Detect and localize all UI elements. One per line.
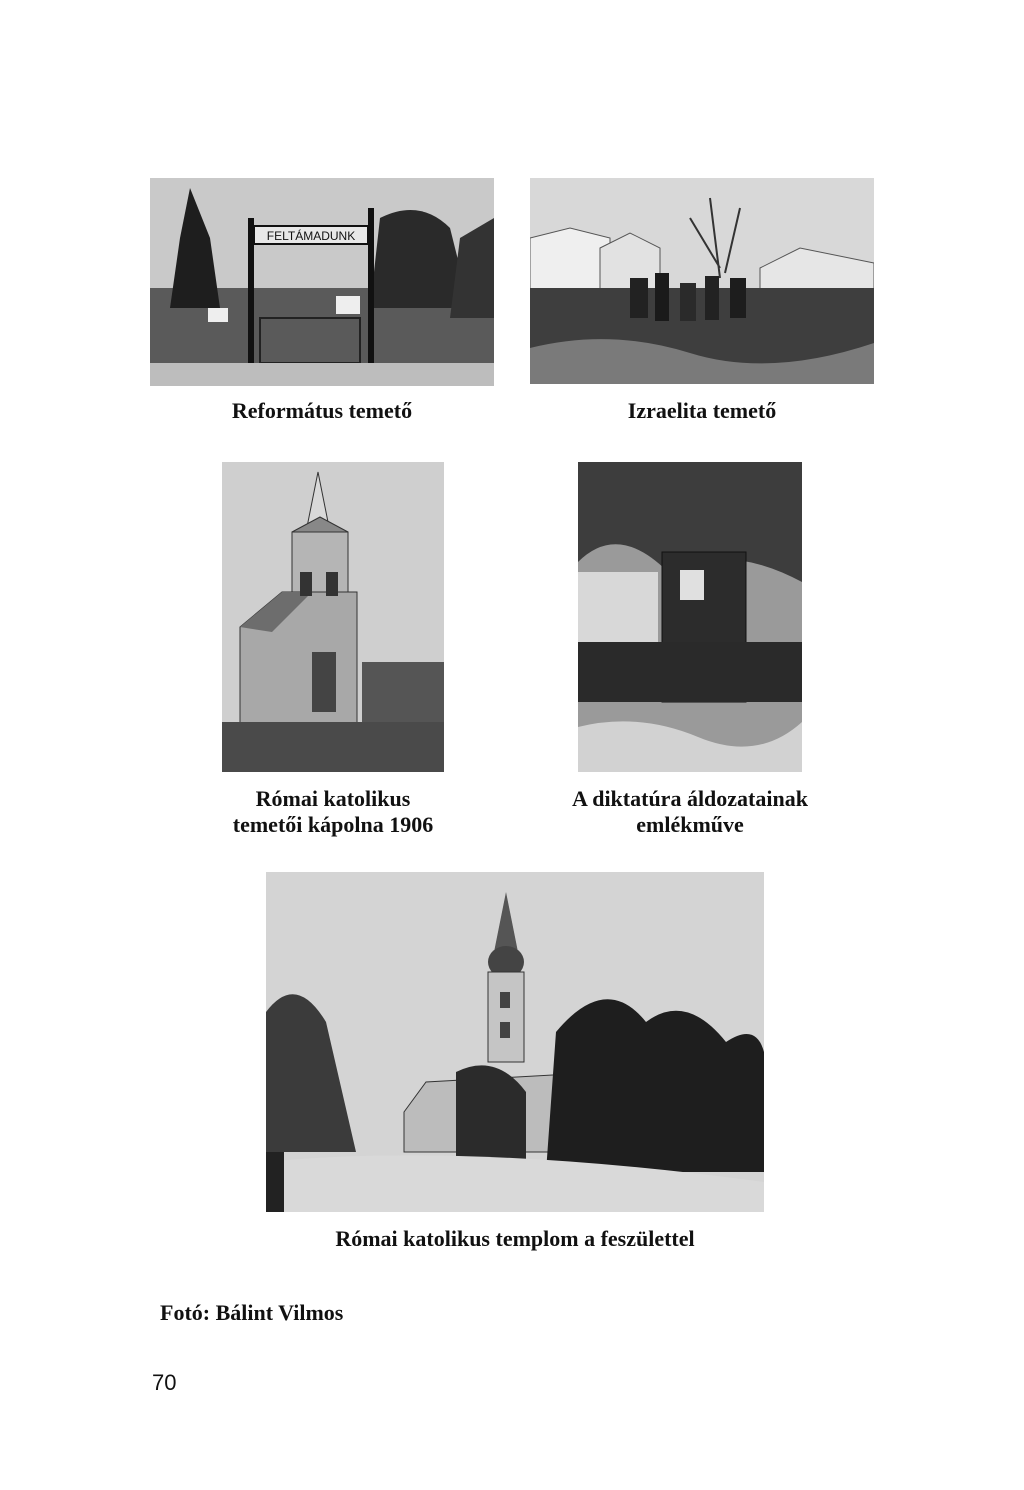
caption-katolikus-templom: Római katolikus templom a feszülettel: [335, 1226, 695, 1251]
photo-reformatus-temeto: [150, 178, 494, 386]
page-number: 70: [152, 1370, 177, 1395]
photo-katolikus-templom: [266, 872, 764, 1212]
photo-temetoi-kapolna: [222, 462, 444, 772]
caption-line-1: A diktatúra áldozatainak: [572, 786, 808, 811]
caption-line-2: temetői kápolna 1906: [232, 812, 434, 837]
caption-line-2: emlékműve: [636, 812, 744, 837]
caption-line-1: Római katolikus: [255, 786, 411, 811]
photo-emlekmu: [578, 462, 802, 772]
gate-sign-text: FELTÁMADUNK: [266, 229, 356, 243]
caption-temetoi-kapolna: [172, 786, 494, 838]
photo-credit: Fotó: Bálint Vilmos: [160, 1300, 344, 1325]
caption-emlekmu: [540, 786, 840, 838]
caption-reformatus-temeto: Református temető: [231, 398, 413, 423]
caption-izraelita-temeto: Izraelita temető: [627, 398, 777, 423]
photo-izraelita-temeto: [530, 178, 874, 384]
